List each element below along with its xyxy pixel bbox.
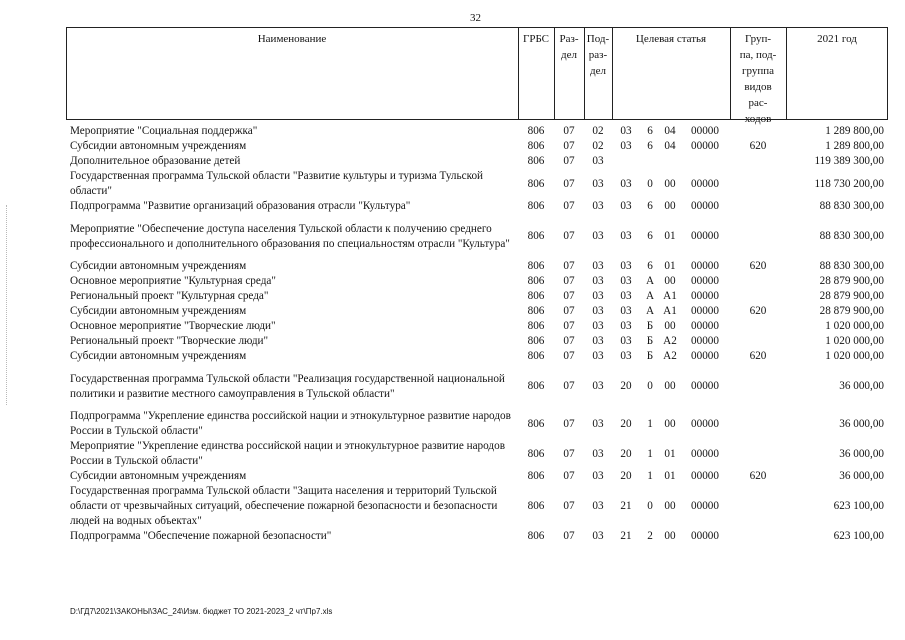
table-row <box>66 334 888 349</box>
table-row <box>66 214 888 259</box>
row-amount: 36 000,00 <box>839 380 884 392</box>
row-expense-group: 620 <box>749 305 767 317</box>
row-grbs: 806 <box>527 275 545 287</box>
table-row <box>66 319 888 334</box>
row-target-subprogram: 1 <box>647 417 653 430</box>
header-target: Целевая статья <box>635 33 707 45</box>
row-target-event: 04 <box>664 125 676 137</box>
row-amount: 36 000,00 <box>839 417 884 430</box>
row-name: Региональный проект "Культурная среда" <box>70 290 269 302</box>
row-amount: 36 000,00 <box>839 447 884 460</box>
row-name: Мероприятие "Обеспечение доступа населения Тульской области к получению среднего профессионального и дополнительного образования по специальностям отрасли "Культура" <box>70 222 510 250</box>
row-grbs: 806 <box>527 350 545 362</box>
row-target-event: А1 <box>663 290 677 302</box>
row-amount: 88 830 300,00 <box>819 200 884 212</box>
row-podrazdel: 03 <box>592 500 604 512</box>
row-grbs: 806 <box>527 305 545 317</box>
row-target-direction: 00000 <box>691 380 719 392</box>
row-target-event: 00 <box>664 275 676 287</box>
row-target-direction: 00000 <box>691 290 719 302</box>
table-row <box>66 259 888 274</box>
row-target-direction: 00000 <box>691 200 719 212</box>
table-row <box>66 304 888 319</box>
row-razdel: 07 <box>563 290 575 302</box>
row-amount: 28 879 900,00 <box>819 275 884 287</box>
row-amount: 88 830 300,00 <box>819 260 884 272</box>
table-row <box>66 409 888 439</box>
row-name: Мероприятие "Социальная поддержка" <box>70 125 258 137</box>
row-target-direction: 00000 <box>691 500 719 512</box>
row-target-program: 20 <box>620 417 632 430</box>
row-target-subprogram: 0 <box>647 500 653 512</box>
row-target-event: 00 <box>664 380 676 392</box>
row-target-direction: 00000 <box>691 230 719 242</box>
table-row <box>66 349 888 364</box>
row-target-direction: 00000 <box>691 447 719 460</box>
row-target-program: 20 <box>620 470 632 482</box>
row-target-subprogram: 0 <box>647 380 653 392</box>
row-razdel: 07 <box>563 140 575 152</box>
row-amount: 1 020 000,00 <box>825 335 884 347</box>
row-target-program: 03 <box>620 275 632 287</box>
header-razdel: Раз- дел <box>559 33 579 61</box>
header-name: Наименование <box>257 33 327 45</box>
row-amount: 88 830 300,00 <box>819 230 884 242</box>
row-target-subprogram: А <box>645 290 655 302</box>
row-podrazdel: 03 <box>592 320 604 332</box>
row-razdel: 07 <box>563 305 575 317</box>
row-target-subprogram: 1 <box>647 447 653 460</box>
row-target-subprogram: А <box>645 275 655 287</box>
row-razdel: 07 <box>563 230 575 242</box>
row-target-event: 00 <box>664 417 676 430</box>
row-target-subprogram: 6 <box>647 260 653 272</box>
row-razdel: 07 <box>563 320 575 332</box>
row-name: Дополнительное образование детей <box>70 155 241 167</box>
row-target-direction: 00000 <box>691 530 719 542</box>
row-amount: 119 389 300,00 <box>814 155 884 167</box>
row-grbs: 806 <box>527 447 545 460</box>
row-expense-group: 620 <box>749 350 767 362</box>
row-amount: 28 879 900,00 <box>819 290 884 302</box>
row-target-event: 04 <box>664 140 676 152</box>
row-podrazdel: 03 <box>592 155 604 167</box>
row-target-subprogram: 6 <box>647 230 653 242</box>
row-podrazdel: 03 <box>592 335 604 347</box>
row-podrazdel: 03 <box>592 470 604 482</box>
row-grbs: 806 <box>527 260 545 272</box>
row-target-subprogram: А <box>645 305 655 317</box>
row-target-subprogram: 0 <box>647 177 653 190</box>
row-grbs: 806 <box>527 500 545 512</box>
row-podrazdel: 03 <box>592 290 604 302</box>
row-target-subprogram: Б <box>646 320 654 332</box>
row-podrazdel: 03 <box>592 305 604 317</box>
row-name: Основное мероприятие "Творческие люди" <box>70 320 276 332</box>
table-row <box>66 154 888 169</box>
row-podrazdel: 03 <box>592 530 604 542</box>
row-amount: 118 730 200,00 <box>814 177 884 190</box>
row-target-event: 00 <box>664 200 676 212</box>
row-target-program: 03 <box>620 230 632 242</box>
row-target-direction: 00000 <box>691 275 719 287</box>
row-razdel: 07 <box>563 380 575 392</box>
table-row <box>66 289 888 304</box>
table-row <box>66 169 888 199</box>
header-podrazdel: Под- раз- дел <box>586 33 610 77</box>
header-group: Груп- па, под- группа видов рас- ходов <box>739 33 777 125</box>
row-target-event: 00 <box>664 530 676 542</box>
table-row <box>66 139 888 154</box>
row-target-event: А2 <box>663 350 677 362</box>
row-grbs: 806 <box>527 417 545 430</box>
row-target-event: А1 <box>663 305 677 317</box>
row-target-program: 20 <box>620 380 632 392</box>
row-podrazdel: 03 <box>592 380 604 392</box>
row-expense-group: 620 <box>749 140 767 152</box>
row-target-subprogram: 1 <box>647 470 653 482</box>
row-razdel: 07 <box>563 200 575 212</box>
row-expense-group: 620 <box>749 470 767 482</box>
row-grbs: 806 <box>527 380 545 392</box>
row-amount: 1 020 000,00 <box>825 320 884 332</box>
row-target-event: 01 <box>664 260 676 272</box>
row-razdel: 07 <box>563 417 575 430</box>
row-name: Субсидии автономным учреждениям <box>70 305 247 317</box>
row-target-event: 01 <box>664 230 676 242</box>
row-grbs: 806 <box>527 230 545 242</box>
table-row <box>66 529 888 544</box>
row-podrazdel: 02 <box>592 125 604 137</box>
table-row <box>66 124 888 139</box>
row-amount: 1 020 000,00 <box>825 350 884 362</box>
row-grbs: 806 <box>527 155 545 167</box>
row-target-direction: 00000 <box>691 305 719 317</box>
row-grbs: 806 <box>527 335 545 347</box>
row-target-direction: 00000 <box>691 350 719 362</box>
row-target-event: 00 <box>664 320 676 332</box>
row-name: Основное мероприятие "Культурная среда" <box>70 275 276 287</box>
row-target-program: 03 <box>620 177 632 190</box>
table-row <box>66 199 888 214</box>
row-name: Государственная программа Тульской области "Защита населения и территорий Тульской области от чрезвычайных ситуаций, обеспечение пожарной безопасности и безопасности людей на водных объектах" <box>70 485 498 527</box>
table-row <box>66 439 888 469</box>
table-row <box>66 484 888 529</box>
row-podrazdel: 03 <box>592 177 604 190</box>
row-podrazdel: 03 <box>592 230 604 242</box>
page-number: 32 <box>470 12 481 24</box>
row-target-subprogram: 6 <box>647 200 653 212</box>
row-razdel: 07 <box>563 177 575 190</box>
row-amount: 1 289 800,00 <box>825 125 884 137</box>
table-row <box>66 469 888 484</box>
row-target-subprogram: 2 <box>647 530 653 542</box>
row-target-direction: 00000 <box>691 470 719 482</box>
row-target-direction: 00000 <box>691 177 719 190</box>
row-target-event: А2 <box>663 335 677 347</box>
row-target-program: 03 <box>620 200 632 212</box>
row-target-event: 00 <box>664 177 676 190</box>
row-target-program: 03 <box>620 140 632 152</box>
file-path: D:\ГД7\2021\ЗАКОНЫ\ЗАС_24\Изм. бюджет ТО 2021-2023_2 чт\Пр7.xls <box>70 607 333 616</box>
row-name: Мероприятие "Укрепление единства российской нации и этнокультурное развитие народов России в Тульской области" <box>70 440 505 467</box>
row-grbs: 806 <box>527 140 545 152</box>
header-year: 2021 год <box>817 33 857 45</box>
row-target-direction: 00000 <box>691 417 719 430</box>
row-razdel: 07 <box>563 530 575 542</box>
row-grbs: 806 <box>527 290 545 302</box>
row-target-event: 01 <box>664 447 676 460</box>
row-target-subprogram: Б <box>646 335 654 347</box>
row-target-direction: 00000 <box>691 260 719 272</box>
row-name: Субсидии автономным учреждениям <box>70 140 247 152</box>
row-razdel: 07 <box>563 470 575 482</box>
row-target-program: 20 <box>620 447 632 460</box>
table-row <box>66 364 888 409</box>
row-target-program: 03 <box>620 350 632 362</box>
row-amount: 28 879 900,00 <box>819 305 884 317</box>
row-target-program: 21 <box>620 530 632 542</box>
row-target-subprogram: Б <box>646 350 654 362</box>
row-podrazdel: 02 <box>592 140 604 152</box>
row-podrazdel: 03 <box>592 260 604 272</box>
row-target-program: 03 <box>620 335 632 347</box>
row-name: Региональный проект "Творческие люди" <box>70 335 269 347</box>
row-podrazdel: 03 <box>592 350 604 362</box>
row-target-program: 03 <box>620 320 632 332</box>
row-grbs: 806 <box>527 320 545 332</box>
row-target-subprogram: 6 <box>647 140 653 152</box>
row-name: Субсидии автономным учреждениям <box>70 350 247 362</box>
row-grbs: 806 <box>527 200 545 212</box>
row-grbs: 806 <box>527 530 545 542</box>
row-grbs: 806 <box>527 125 545 137</box>
row-target-direction: 00000 <box>691 125 719 137</box>
row-target-direction: 00000 <box>691 320 719 332</box>
row-razdel: 07 <box>563 350 575 362</box>
row-target-subprogram: 6 <box>647 125 653 137</box>
row-amount: 1 289 800,00 <box>825 140 884 152</box>
row-grbs: 806 <box>527 470 545 482</box>
row-target-event: 01 <box>664 470 676 482</box>
row-podrazdel: 03 <box>592 200 604 212</box>
row-target-program: 03 <box>620 305 632 317</box>
row-podrazdel: 03 <box>592 447 604 460</box>
row-razdel: 07 <box>563 275 575 287</box>
row-target-program: 03 <box>620 290 632 302</box>
row-name: Государственная программа Тульской области "Развитие культуры и туризма Тульской области" <box>70 170 484 197</box>
row-grbs: 806 <box>527 177 545 190</box>
row-target-direction: 00000 <box>691 335 719 347</box>
row-name: Подпрограмма "Обеспечение пожарной безопасности" <box>70 530 332 542</box>
row-name: Подпрограмма "Укрепление единства российской нации и этнокультурное развитие народов России в Тульской области" <box>70 410 511 437</box>
row-razdel: 07 <box>563 500 575 512</box>
row-razdel: 07 <box>563 260 575 272</box>
row-amount: 36 000,00 <box>839 470 884 482</box>
row-target-direction: 00000 <box>691 140 719 152</box>
scan-marks <box>6 205 9 405</box>
row-amount: 623 100,00 <box>833 530 884 542</box>
row-razdel: 07 <box>563 155 575 167</box>
table-body <box>66 124 888 544</box>
row-podrazdel: 03 <box>592 275 604 287</box>
row-target-program: 21 <box>620 500 632 512</box>
row-name: Субсидии автономным учреждениям <box>70 260 247 272</box>
row-razdel: 07 <box>563 125 575 137</box>
row-target-program: 03 <box>620 125 632 137</box>
row-name: Субсидии автономным учреждениям <box>70 470 247 482</box>
row-razdel: 07 <box>563 335 575 347</box>
row-target-program: 03 <box>620 260 632 272</box>
header-grbs: ГРБС <box>522 33 550 45</box>
row-name: Подпрограмма "Развитие организаций образования отрасли "Культура" <box>70 200 411 212</box>
row-razdel: 07 <box>563 447 575 460</box>
row-name: Государственная программа Тульской области "Реализация государственной национальной политики и развитие местного самоуправления в Тульской области" <box>70 372 505 400</box>
row-amount: 623 100,00 <box>833 500 884 512</box>
table-row <box>66 274 888 289</box>
row-expense-group: 620 <box>749 260 767 272</box>
row-podrazdel: 03 <box>592 417 604 430</box>
row-target-event: 00 <box>664 500 676 512</box>
